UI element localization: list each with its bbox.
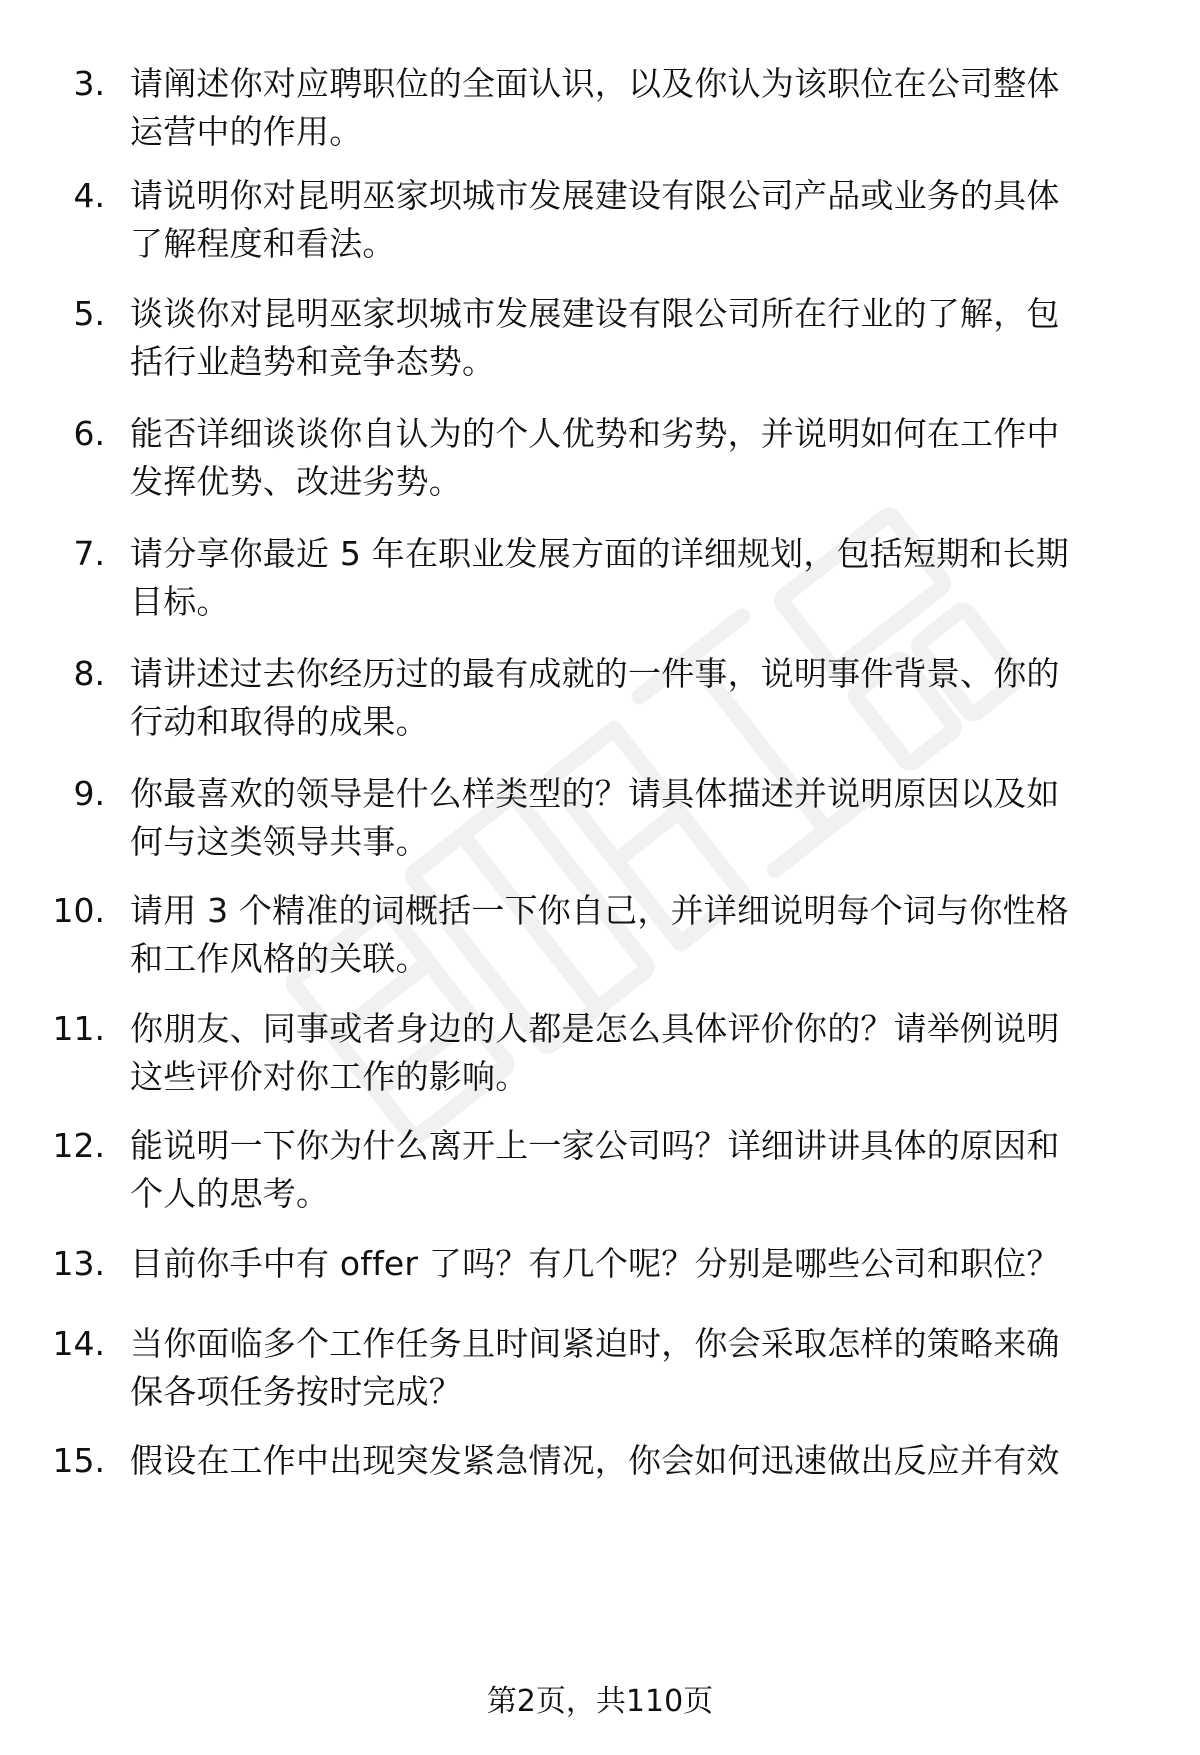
- question-number: 10.: [52, 891, 105, 930]
- question-text: [130, 1320, 1140, 1416]
- question-line: 目前你手中有 offer 了吗？有几个呢？分别是哪些公司和职位？: [130, 1244, 1060, 1283]
- question-text: [130, 60, 1140, 156]
- question-line: 能否详细谈谈你自认为的个人优势和劣势，并说明如何在工作中: [130, 414, 1060, 453]
- question-line: 了解程度和看法。: [130, 224, 396, 263]
- question-line: 目标。: [130, 582, 230, 621]
- question-line: 请用 3 个精准的词概括一下你自己，并详细说明每个词与你性格: [130, 891, 1069, 930]
- question-line: 保各项任务按时完成？: [130, 1372, 462, 1411]
- question-text: [130, 1005, 1140, 1101]
- question-line: 和工作风格的关联。: [130, 939, 429, 978]
- question-line: 请分享你最近 5 年在职业发展方面的详细规划，包括短期和长期: [130, 534, 1069, 573]
- page-number-footer: 第2页，共110页: [486, 1684, 714, 1719]
- question-number: 9.: [73, 774, 105, 813]
- question-text: [130, 770, 1140, 866]
- question-line: 假设在工作中出现突发紧急情况，你会如何迅速做出反应并有效: [130, 1441, 1060, 1480]
- question-line: 这些评价对你工作的影响。: [130, 1057, 529, 1096]
- question-number: 11.: [52, 1009, 105, 1048]
- question-number: 5.: [73, 294, 105, 333]
- question-number: 12.: [52, 1126, 105, 1165]
- question-text: [130, 530, 1140, 626]
- question-text: [130, 1240, 1140, 1288]
- question-line: 运营中的作用。: [130, 112, 363, 151]
- question-number: 13.: [52, 1244, 105, 1283]
- question-line: 能说明一下你为什么离开上一家公司吗？详细讲讲具体的原因和: [130, 1126, 1060, 1165]
- question-number: 15.: [52, 1441, 105, 1480]
- question-line: 你最喜欢的领导是什么样类型的？请具体描述并说明原因以及如: [130, 774, 1060, 813]
- question-line: 请阐述你对应聘职位的全面认识，以及你认为该职位在公司整体: [130, 64, 1060, 103]
- question-line: 个人的思考。: [130, 1174, 330, 1213]
- question-number: 6.: [73, 414, 105, 453]
- question-text: [130, 172, 1140, 268]
- question-line: 括行业趋势和竞争态势。: [130, 342, 496, 381]
- question-number: 8.: [73, 654, 105, 693]
- question-line: 谈谈你对昆明巫家坝城市发展建设有限公司所在行业的了解，包: [130, 294, 1060, 333]
- question-text: [130, 410, 1140, 506]
- question-line: 请讲述过去你经历过的最有成就的一件事，说明事件背景、你的: [130, 654, 1060, 693]
- question-number: 3.: [73, 64, 105, 103]
- question-number: 14.: [52, 1324, 105, 1363]
- question-text: [130, 1122, 1140, 1218]
- question-line: 你朋友、同事或者身边的人都是怎么具体评价你的？请举例说明: [130, 1009, 1060, 1048]
- question-number: 4.: [73, 176, 105, 215]
- question-text: [130, 887, 1140, 983]
- question-line: 行动和取得的成果。: [130, 702, 429, 741]
- question-text: [130, 1437, 1140, 1485]
- question-line: 何与这类领导共事。: [130, 822, 429, 861]
- question-line: 当你面临多个工作任务且时间紧迫时，你会采取怎样的策略来确: [130, 1324, 1060, 1363]
- question-line: 发挥优势、改进劣势。: [130, 462, 462, 501]
- question-text: [130, 650, 1140, 746]
- question-line: 请说明你对昆明巫家坝城市发展建设有限公司产品或业务的具体: [130, 176, 1060, 215]
- question-number: 7.: [73, 534, 105, 573]
- question-text: [130, 290, 1140, 386]
